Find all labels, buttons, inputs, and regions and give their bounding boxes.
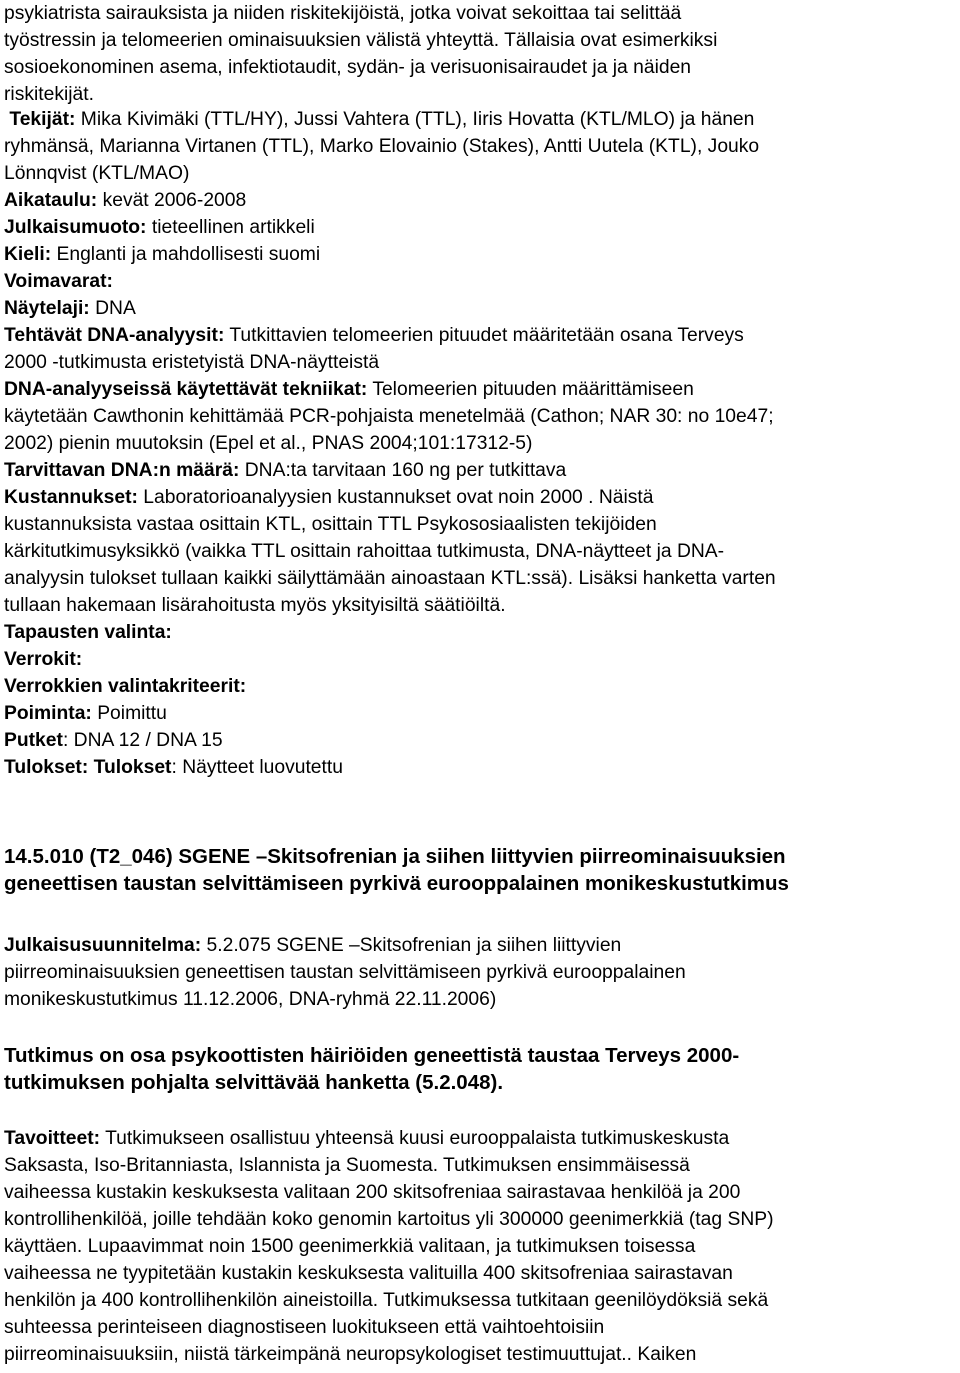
study-note xyxy=(4,1042,958,1096)
poiminta-field xyxy=(4,700,958,727)
plan-label: Julkaisusuunnitelma: xyxy=(4,935,202,956)
aikataulu-field xyxy=(4,187,958,214)
note-line: Tutkimus on osa psykoottisten häiriöiden geneettistä taustaa Terveys 2000- xyxy=(4,1044,740,1067)
julkaisumuoto-field xyxy=(4,214,958,241)
maara-value: DNA:ta tarvitaan 160 ng per tutkittava xyxy=(239,460,567,481)
kustannukset-label: Kustannukset: xyxy=(4,487,138,508)
tavoitteet-field xyxy=(4,1125,958,1152)
tulokset-field xyxy=(4,754,958,781)
kustannukset-value: Laboratorioanalyysien kustannukset ovat noin 2000 . Näistä xyxy=(137,487,654,508)
aikataulu-value: kevät 2006-2008 xyxy=(97,190,247,211)
kieli-field xyxy=(4,241,958,268)
project-record xyxy=(4,106,958,781)
naytelaji-value: DNA xyxy=(89,298,136,319)
julkaisumuoto-value: tieteellinen artikkeli xyxy=(146,217,315,238)
plan-field xyxy=(4,932,958,959)
kustannukset-line: analyysin tulokset tullaan kaikki säilyttämään ainoastaan KTL:ssä). Lisäksi hanketta varten xyxy=(4,568,776,589)
poiminta-value: Poimittu xyxy=(91,703,167,724)
putket-field xyxy=(4,727,958,754)
analyysit-label: Tehtävät DNA-analyysit: xyxy=(4,325,225,346)
plan-line: piirreominaisuuksien geneettisen taustan selvittämiseen pyrkivä eurooppalainen xyxy=(4,962,686,983)
intro-line: työstressin ja telomeerien ominaisuuksien välistä yhteyttä. Tällaisia ovat esimerkiksi xyxy=(4,30,718,51)
objectives-paragraph xyxy=(4,1125,958,1368)
tekijat-line: ryhmänsä, Marianna Virtanen (TTL), Marko Elovainio (Stakes), Antti Uutela (KTL), Jouko xyxy=(4,136,760,157)
verrokit-label: Verrokit: xyxy=(4,649,83,670)
tavoitteet-value: Tutkimukseen osallistuu yhteensä kuusi eurooppalaista tutkimuskeskusta xyxy=(100,1128,730,1149)
kustannukset-line: kustannuksista vastaa osittain KTL, osittain TTL Psykososiaalisten tekijöiden xyxy=(4,514,657,535)
tekijat-line: Lönnqvist (KTL/MAO) xyxy=(4,163,190,184)
naytelaji-field xyxy=(4,295,958,322)
tavoitteet-line: vaiheessa kustakin keskuksesta valitaan 200 skitsofreniaa sairastavaa henkilöä ja 200 xyxy=(4,1182,741,1203)
analyysit-field xyxy=(4,322,958,349)
tavoitteet-line: piirreominaisuuksiin, niistä tärkeimpänä neuropsykologiset testimuuttujat.. Kaiken xyxy=(4,1344,697,1365)
tavoitteet-line: kontrollihenkilöä, joille tehdään koko genomin kartoitus yli 300000 geenimerkkiä (tag SNP) xyxy=(4,1209,774,1230)
note-line: tutkimuksen pohjalta selvittävää hanketta (5.2.048). xyxy=(4,1071,504,1094)
tavoitteet-line: henkilön ja 400 kontrollihenkilön aineistoilla. Tutkimuksessa tutkitaan geenilöydöksiä sekä xyxy=(4,1290,769,1311)
tulokset-label: Tulokset: Tulokset xyxy=(4,757,172,778)
tekijat-label: Tekijät: xyxy=(9,109,76,130)
tekniikat-line: 2002) pienin muutoksin (Epel et al., PNAS 2004;101:17312-5) xyxy=(4,433,533,454)
plan-line: monikeskustutkimus 11.12.2006, DNA-ryhmä 22.11.2006) xyxy=(4,989,497,1010)
tavoitteet-line: käyttäen. Lupaavimmat noin 1500 geenimerkkiä valitaan, ja tutkimuksen toisessa xyxy=(4,1236,696,1257)
tekniikat-field xyxy=(4,376,958,403)
analyysit-value: Tutkittavien telomeerien pituudet määritetään osana Terveys xyxy=(224,325,744,346)
maara-field xyxy=(4,457,958,484)
tekniikat-line: käytetään Cawthonin kehittämää PCR-pohjaista menetelmää (Cathon; NAR 30: no 10e47; xyxy=(4,406,774,427)
tulokset-value: : Näytteet luovutettu xyxy=(171,757,343,778)
kustannukset-line: kärkitutkimusyksikkö (vaikka TTL osittain rahoittaa tutkimusta, DNA-näytteet ja DNA- xyxy=(4,541,725,562)
julkaisumuoto-label: Julkaisumuoto: xyxy=(4,217,147,238)
verrokkien-valintakriteerit-label: Verrokkien valintakriteerit: xyxy=(4,676,247,697)
tekniikat-label: DNA-analyyseissä käytettävät tekniikat: xyxy=(4,379,368,400)
kustannukset-line: tullaan hakemaan lisärahoitusta myös yksityisiltä säätiöiltä. xyxy=(4,595,506,616)
tavoitteet-line: suhteessa perinteiseen diagnostiseen luokitukseen että vaihtoehtoisiin xyxy=(4,1317,605,1338)
naytelaji-label: Näytelaji: xyxy=(4,298,90,319)
tekijat-value: Mika Kivimäki (TTL/HY), Jussi Vahtera (TTL), Iiris Hovatta (KTL/MLO) ja hänen xyxy=(75,109,755,130)
maara-label: Tarvittavan DNA:n määrä: xyxy=(4,460,240,481)
intro-paragraph xyxy=(4,0,958,108)
tekniikat-value: Telomeerien pituuden määrittämiseen xyxy=(367,379,694,400)
section-heading xyxy=(4,843,958,897)
analyysit-line: 2000 -tutkimusta eristetyistä DNA-näytteistä xyxy=(4,352,380,373)
kieli-value: Englanti ja mahdollisesti suomi xyxy=(51,244,321,265)
section-title-line: 14.5.010 (T2_046) SGENE –Skitsofrenian ja siihen liittyvien piirreominaisuuksien xyxy=(4,845,786,868)
kieli-label: Kieli: xyxy=(4,244,52,265)
poiminta-label: Poiminta: xyxy=(4,703,92,724)
voimavarat-label: Voimavarat: xyxy=(4,271,113,292)
putket-label: Putket xyxy=(4,730,63,751)
tavoitteet-line: vaiheessa ne tyypitetään kustakin keskuksesta valituilla 400 skitsofreniaa sairastavan xyxy=(4,1263,733,1284)
plan-value: 5.2.075 SGENE –Skitsofrenian ja siihen liittyvien xyxy=(201,935,622,956)
section-title-line: geneettisen taustan selvittämiseen pyrkivä eurooppalainen monikeskustutkimus xyxy=(4,872,789,895)
putket-value: : DNA 12 / DNA 15 xyxy=(62,730,223,751)
kustannukset-field xyxy=(4,484,958,511)
tavoitteet-label: Tavoitteet: xyxy=(4,1128,101,1149)
tavoitteet-line: Saksasta, Iso-Britanniasta, Islannista ja Suomesta. Tutkimuksen ensimmäisessä xyxy=(4,1155,690,1176)
intro-line: psykiatrista sairauksista ja niiden riskitekijöistä, jotka voivat sekoittaa tai selittää xyxy=(4,3,682,24)
intro-line: riskitekijät. xyxy=(4,84,94,105)
tapausten-valinta-label: Tapausten valinta: xyxy=(4,622,172,643)
intro-line: sosioekonominen asema, infektiotaudit, sydän- ja verisuonisairaudet ja ja näiden xyxy=(4,57,692,78)
aikataulu-label: Aikataulu: xyxy=(4,190,98,211)
tekijat-line xyxy=(4,106,958,133)
publication-plan xyxy=(4,932,958,1013)
